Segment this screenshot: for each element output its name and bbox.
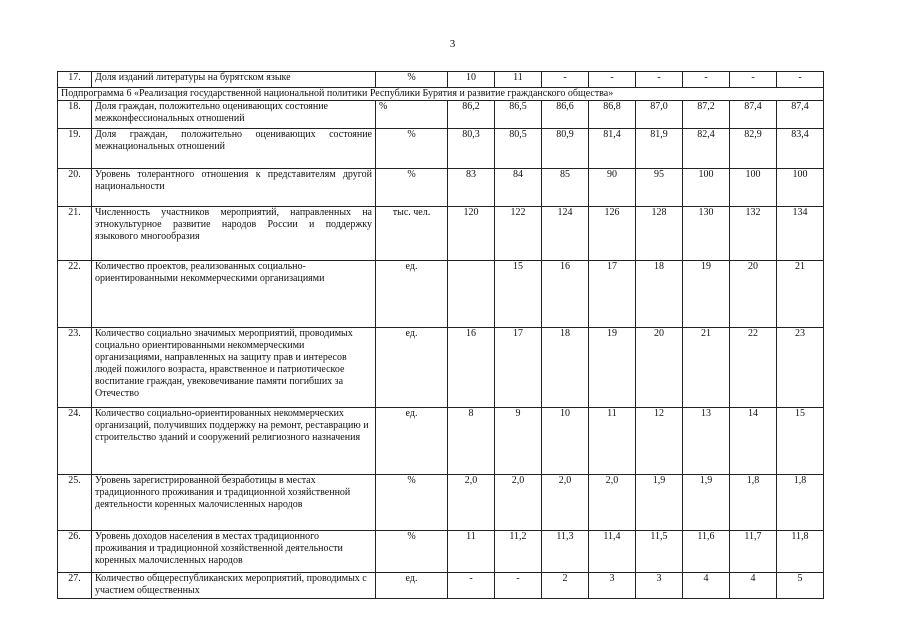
value-cell: 11 [448,531,495,573]
value-cell: 86,6 [542,101,589,129]
value-cell: 2,0 [542,475,589,531]
value-cell: 1,8 [777,475,824,531]
value-cell: - [683,72,730,88]
value-cell: 83 [448,169,495,207]
value-cell: 128 [636,207,683,261]
value-cell: 82,4 [683,129,730,169]
value-cell: 8 [448,408,495,475]
value-cell: - [448,573,495,599]
table-row [58,573,824,599]
value-cell: - [542,72,589,88]
value-cell: - [495,573,542,599]
value-cell: 4 [683,573,730,599]
value-cell: 16 [542,261,589,328]
value-cell: 18 [542,328,589,408]
value-cell: 1,9 [636,475,683,531]
value-cell: 80,3 [448,129,495,169]
value-cell: - [589,72,636,88]
value-cell: 11,6 [683,531,730,573]
indicator-name: Количество социально значимых мероприятий, проводимых социально ориентированными некоммерческими организациями, направленных на защиту прав и интересов людей пожилого возраста, нравственное и патриотическое воспитание граждан, увековечивание памяти погибших за Отечество [92,328,376,408]
unit-cell: ед. [376,328,448,408]
value-cell: 1,9 [683,475,730,531]
row-number: 24. [58,408,92,475]
table-row [58,408,824,475]
unit-cell: ед. [376,408,448,475]
value-cell: 18 [636,261,683,328]
value-cell: 100 [777,169,824,207]
value-cell: 81,4 [589,129,636,169]
table-row [58,72,824,88]
value-cell: 11,4 [589,531,636,573]
value-cell: 124 [542,207,589,261]
row-number: 27. [58,573,92,599]
row-number: 22. [58,261,92,328]
table-row [58,207,824,261]
value-cell: 23 [777,328,824,408]
row-number: 23. [58,328,92,408]
unit-cell: % [376,531,448,573]
value-cell: 87,4 [777,101,824,129]
indicator-name: Доля граждан, положительно оценивающих состояние межконфессиональных отношений [92,101,376,129]
value-cell: 13 [683,408,730,475]
value-cell: 87,0 [636,101,683,129]
value-cell: 14 [730,408,777,475]
row-number: 20. [58,169,92,207]
page-number: 3 [449,38,456,50]
value-cell: 1,8 [730,475,777,531]
value-cell: 130 [683,207,730,261]
value-cell: 90 [589,169,636,207]
value-cell: 11 [495,72,542,88]
indicators-table [57,71,824,599]
value-cell: 15 [777,408,824,475]
unit-cell: % [376,72,448,88]
subprogram-title: Подпрограмма 6 «Реализация государственной национальной политики Республики Бурятия и развитие гражданского общества» [58,88,824,101]
row-number: 18. [58,101,92,129]
value-cell: 80,9 [542,129,589,169]
value-cell [448,261,495,328]
value-cell: 17 [589,261,636,328]
value-cell: 3 [589,573,636,599]
value-cell: 11,8 [777,531,824,573]
value-cell: 20 [730,261,777,328]
value-cell: 80,5 [495,129,542,169]
value-cell: 81,9 [636,129,683,169]
value-cell: 11,5 [636,531,683,573]
indicator-name: Количество проектов, реализованных социально-ориентированными некоммерческими организациями [92,261,376,328]
value-cell: 134 [777,207,824,261]
value-cell: 21 [777,261,824,328]
value-cell: 86,5 [495,101,542,129]
value-cell: 22 [730,328,777,408]
value-cell: 11,2 [495,531,542,573]
indicator-name: Количество социально-ориентированных некоммерческих организаций, получивших поддержку на ремонт, реставрацию и строительство зданий и сооружений религиозного назначения [92,408,376,475]
subprogram-row [58,88,824,101]
indicator-name: Доля граждан, положительно оценивающих состояние межнациональных отношений [92,129,376,169]
value-cell: 100 [683,169,730,207]
row-number: 19. [58,129,92,169]
value-cell: 87,2 [683,101,730,129]
indicator-name: Количество общереспубликанских мероприятий, проводимых с участием общественных [92,573,376,599]
value-cell: 120 [448,207,495,261]
value-cell: 10 [448,72,495,88]
unit-cell: ед. [376,573,448,599]
value-cell: 85 [542,169,589,207]
indicator-name: Уровень доходов населения в местах традиционного проживания и традиционной хозяйственной деятельности коренных малочисленных народов [92,531,376,573]
table-row [58,169,824,207]
value-cell: 5 [777,573,824,599]
indicator-name: Доля изданий литературы на бурятском языке [92,72,376,88]
row-number: 26. [58,531,92,573]
value-cell: 95 [636,169,683,207]
value-cell: - [636,72,683,88]
value-cell: 11,7 [730,531,777,573]
unit-cell: % [376,475,448,531]
value-cell: 122 [495,207,542,261]
value-cell: 20 [636,328,683,408]
value-cell: 10 [542,408,589,475]
value-cell: 86,8 [589,101,636,129]
value-cell: 11 [589,408,636,475]
value-cell: 87,4 [730,101,777,129]
unit-cell: ед. [376,261,448,328]
value-cell: 84 [495,169,542,207]
value-cell: 86,2 [448,101,495,129]
value-cell: 12 [636,408,683,475]
value-cell: 126 [589,207,636,261]
unit-cell: % [376,101,448,129]
value-cell: 15 [495,261,542,328]
value-cell: - [777,72,824,88]
value-cell: 2,0 [448,475,495,531]
value-cell: 82,9 [730,129,777,169]
indicator-name: Уровень толерантного отношения к представителям другой национальности [92,169,376,207]
value-cell: 19 [589,328,636,408]
value-cell: 83,4 [777,129,824,169]
value-cell: 11,3 [542,531,589,573]
value-cell: 21 [683,328,730,408]
value-cell: 16 [448,328,495,408]
value-cell: 2 [542,573,589,599]
value-cell: 2,0 [495,475,542,531]
unit-cell: % [376,129,448,169]
row-number: 21. [58,207,92,261]
indicator-name: Уровень зарегистрированной безработицы в местах традиционного проживания и традиционной хозяйственной деятельности коренных малочисленных народов [92,475,376,531]
value-cell: - [730,72,777,88]
table-row [58,101,824,129]
value-cell: 100 [730,169,777,207]
unit-cell: % [376,169,448,207]
value-cell: 4 [730,573,777,599]
unit-cell: тыс. чел. [376,207,448,261]
table-row [58,475,824,531]
value-cell: 19 [683,261,730,328]
value-cell: 9 [495,408,542,475]
indicator-name: Численность участников мероприятий, направленных на этнокультурное развитие народов России и поддержку языкового многообразия [92,207,376,261]
value-cell: 132 [730,207,777,261]
row-number: 25. [58,475,92,531]
value-cell: 17 [495,328,542,408]
table-row [58,531,824,573]
table-row [58,261,824,328]
row-number: 17. [58,72,92,88]
value-cell: 2,0 [589,475,636,531]
table-row [58,328,824,408]
table-row [58,129,824,169]
value-cell: 3 [636,573,683,599]
